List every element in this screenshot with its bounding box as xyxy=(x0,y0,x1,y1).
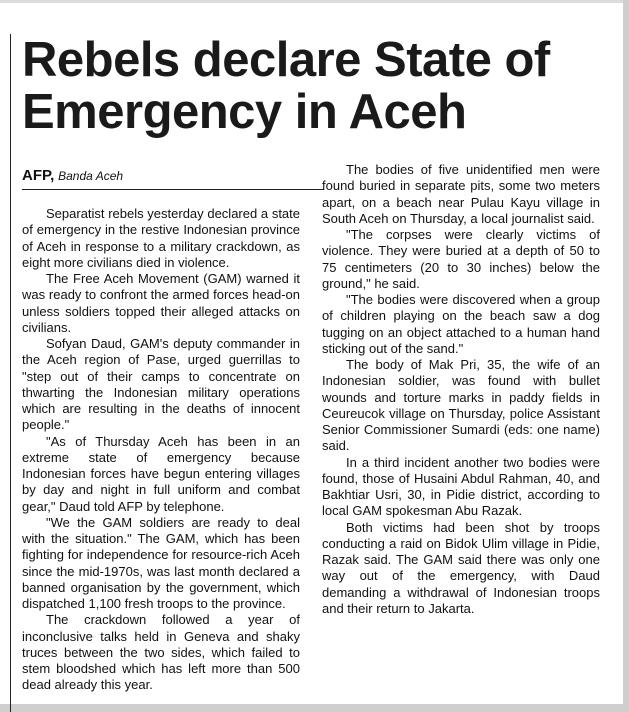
paragraph: In a third incident another two bodies were found, those of Husaini Abdul Rahman, 40, and Bakhtiar Usri, 30, in Pidie district, according to local GAM spokesman Abu Razak. xyxy=(322,454,600,519)
paragraph: The crackdown followed a year of inconclusive talks held in Geneva and shaky truces between the two sides, which failed to stem bloodshed which has left more than 500 dead already this year. xyxy=(22,612,300,693)
paragraph: The Free Aceh Movement (GAM) warned it was ready to confront the armed forces head-on unless soldiers topped their alleged attacks on civilians. xyxy=(22,271,300,335)
scan-edge-bottom xyxy=(0,704,629,712)
paragraph: The bodies of five unidentified men were found buried in separate pits, some two meters apart, on a beach near Pulau Kayu village in South Aceh on Thursday, a local journalist said. xyxy=(322,162,600,226)
paragraph: "The corpses were clearly victims of violence. They were buried at a depth of 50 to 75 centimeters (20 to 30 inches) below the ground," he said. xyxy=(322,227,600,291)
byline-agency: AFP, xyxy=(22,167,55,184)
paragraph: "The bodies were discovered when a group of children playing on the beach saw a dog tugging on an object attached to a human hand sticking out of the sand." xyxy=(322,292,600,356)
paragraph: Both victims had been shot by troops conducting a raid on Bidok Ulim village in Pidie, Razak said. The GAM said there was only one way out of the emergency, with Daud demanding a withdrawal of Indonesian troops and their return to Jakarta. xyxy=(322,519,600,616)
paragraph: "As of Thursday Aceh has been in an extreme state of emergency because Indonesian forces have begun entering villages by day and night in full uniform and combat gear," Daud told AFP by telephone. xyxy=(22,433,300,514)
byline xyxy=(22,166,324,190)
paragraph: The body of Mak Pri, 35, the wife of an Indonesian soldier, was found with bullet wounds and torture marks in paddy fields in Ceureucok village on Thursday, police Assistant Senior Commissioner Sumardi (eds: one name) said. xyxy=(322,357,600,454)
column-rule xyxy=(10,34,11,712)
article-column-1 xyxy=(22,206,300,694)
paragraph: "We the GAM soldiers are ready to deal with the situation." The GAM, which has been fighting for independence for resource-rich Aceh since the mid-1970s, was last month declared a banned organisation by the government, which dispatched 1,100 fresh troops to the province. xyxy=(22,514,300,611)
scan-edge-top xyxy=(0,0,629,3)
paragraph: Sofyan Daud, GAM's deputy commander in the Aceh region of Pase, urged guerrillas to "step out of their camps to concentrate on thwarting the Indonesian military operations which are resulting in the deaths of innocent people." xyxy=(22,336,300,433)
scan-edge-right xyxy=(623,0,629,712)
headline: Rebels declare State of Emergency in Aceh xyxy=(22,33,550,139)
byline-place: Banda Aceh xyxy=(58,169,124,183)
article-column-2 xyxy=(322,162,600,617)
paragraph: Separatist rebels yesterday declared a state of emergency in the restive Indonesian province of Aceh in response to a military crackdown, as eight more civilians died in violence. xyxy=(22,206,300,270)
